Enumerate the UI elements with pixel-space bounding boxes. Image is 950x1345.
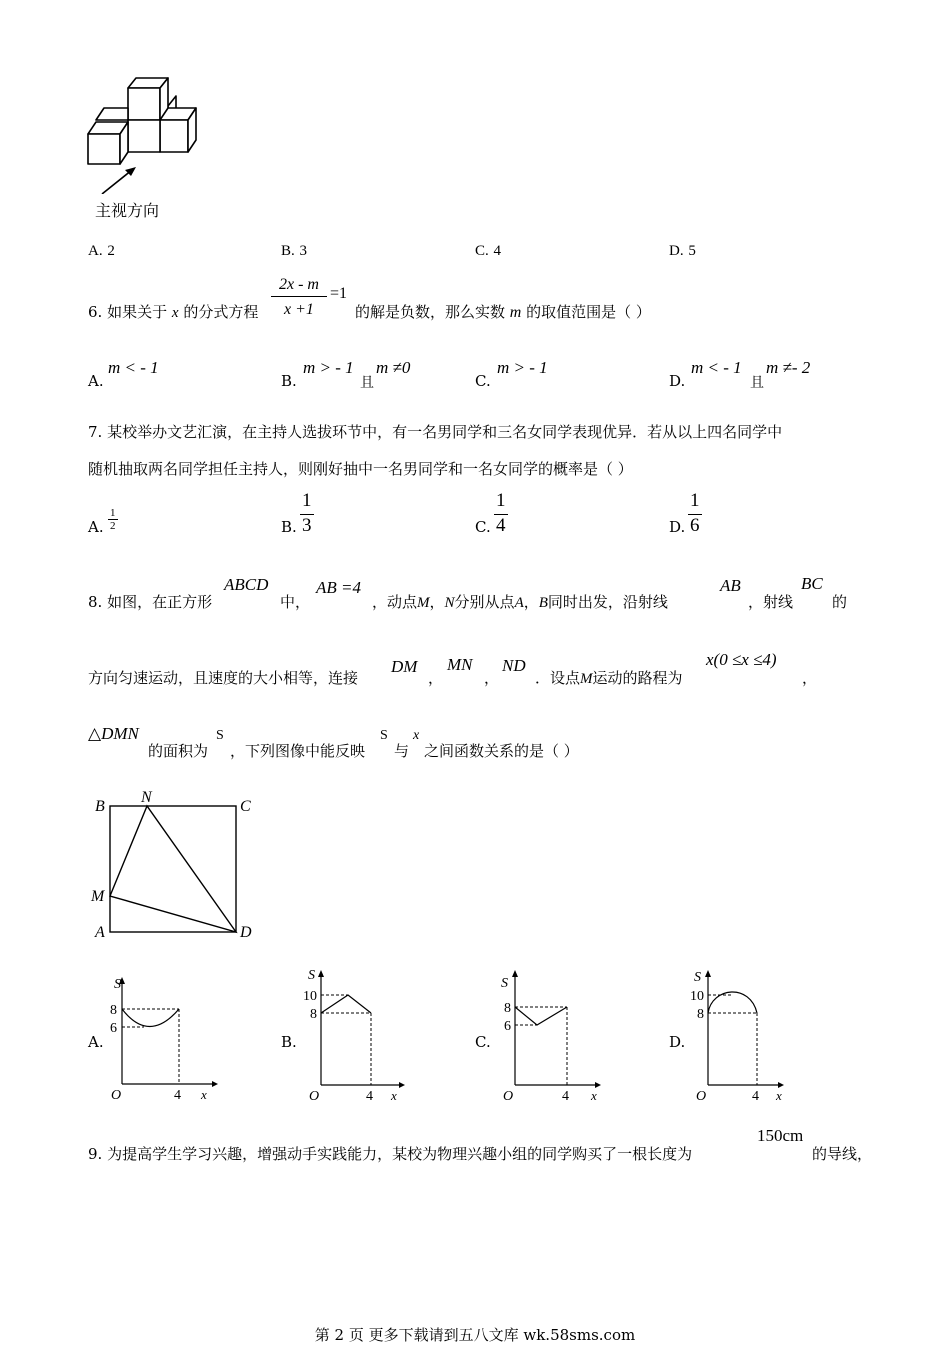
q8-comma: ，: [428, 669, 444, 687]
q9-stem-a: 9. 为提高学生学习兴趣，增强动手实践能力，某校为物理兴趣小组的同学购买了一根长度为: [88, 1145, 693, 1163]
svg-text:10: 10: [303, 989, 317, 1004]
graph-option-b[interactable]: [303, 965, 418, 1105]
svg-text:O: O: [111, 1088, 122, 1103]
option-letter: A.: [88, 243, 103, 259]
q6-option-b-expr2: m ≠0: [376, 358, 411, 377]
q6-equals: =1: [330, 285, 348, 302]
q6-option-c-expr: m > - 1: [497, 358, 548, 377]
q8-option-c-letter[interactable]: C.: [475, 1033, 491, 1051]
svg-text:x: x: [776, 1088, 782, 1103]
option-letter: C.: [475, 243, 489, 259]
q8-text-7: ．设点M运动的路程为: [535, 669, 683, 687]
q6-option-b-joiner: 且: [360, 375, 374, 391]
q8-comma: ，: [484, 669, 500, 687]
q6-option-d-letter[interactable]: D.: [669, 372, 686, 390]
q8-mn: MN: [447, 655, 473, 674]
label-m: M: [91, 888, 105, 905]
q7-option-b-fraction: $\frac{1}{3}$: [302, 490, 312, 536]
q7-stem-line1: 7. 某校举办文艺汇演，在主持人选拔环节中，有一名男同学和三名女同学表现优异．若从以上四名同学中: [88, 423, 783, 441]
var-x: x: [171, 305, 179, 321]
q8-x: x: [413, 728, 420, 743]
q7-stem-line2: 随机抽取两名同学担任主持人，则刚好抽中一名男同学和一名女同学的概率是（ ）: [88, 460, 633, 478]
q7-option-a-fraction: $\frac{1}{2}$: [110, 507, 116, 532]
q7-option-c-letter[interactable]: C.: [475, 518, 491, 536]
q8-ray-ab: AB: [720, 576, 741, 595]
q7-option-a-letter[interactable]: A.: [88, 518, 104, 536]
var-m: m: [509, 304, 522, 321]
q8-ray-bc: BC: [801, 574, 823, 593]
option-letter: B.: [281, 243, 295, 259]
svg-text:8: 8: [504, 1001, 511, 1016]
q8-s: S: [216, 728, 224, 743]
svg-text:8: 8: [697, 1007, 704, 1022]
q8-text-11: 之间函数关系的是（ ）: [424, 742, 579, 760]
q6-option-a-letter[interactable]: A.: [88, 372, 104, 390]
q8-text-6: 方向匀速运动，且速度的大小相等，连接: [88, 669, 359, 687]
q8-option-a-letter[interactable]: A.: [88, 1033, 104, 1051]
q8-text-9: ，下列图像中能反映: [230, 742, 366, 760]
graph-option-d[interactable]: [690, 965, 805, 1105]
q8-option-d-letter[interactable]: D.: [669, 1033, 686, 1051]
graph-option-c[interactable]: [497, 965, 612, 1105]
q6-option-d-expr2: m ≠- 2: [766, 358, 811, 377]
q8-triangle-dmn: △DMN: [88, 724, 139, 743]
q8-text-10: 与: [394, 742, 410, 760]
q6-option-b-letter[interactable]: B.: [281, 372, 297, 390]
svg-text:x: x: [201, 1087, 207, 1102]
q6-option-a-expr: m < - 1: [108, 358, 159, 377]
label-d: D: [240, 924, 252, 941]
q6-stem-a: 6. 如果关于 x 的分式方程: [88, 303, 259, 321]
q9-length: 150cm: [757, 1126, 804, 1145]
q8-s: S: [380, 728, 388, 743]
q6-option-d-expr1: m < - 1: [691, 358, 742, 377]
q8-dm: DM: [391, 657, 418, 676]
svg-text:6: 6: [504, 1019, 511, 1034]
svg-text:O: O: [503, 1089, 514, 1104]
q8-text-4: ，射线: [748, 593, 794, 611]
q8-text-5: 的: [832, 593, 848, 611]
svg-text:x: x: [391, 1088, 397, 1103]
square-abcd-figure: [85, 785, 270, 945]
q5-option-d[interactable]: [669, 241, 696, 260]
page-footer: 第 2 页 更多下载请到五八文库 wk.58sms.com: [314, 1326, 636, 1344]
svg-text:S: S: [114, 977, 121, 992]
option-letter: D.: [669, 243, 684, 259]
svg-text:x: x: [591, 1088, 597, 1103]
q6-option-b-expr1: m > - 1: [303, 358, 354, 377]
q7-option-c-fraction: $\frac{1}{4}$: [496, 490, 506, 536]
fraction-denominator: x +1: [284, 301, 314, 318]
q5-option-a[interactable]: [88, 241, 115, 260]
svg-text:O: O: [309, 1089, 320, 1104]
svg-text:4: 4: [562, 1089, 569, 1104]
q5-option-b[interactable]: [281, 241, 307, 260]
q6-stem-b: 的解是负数，那么实数 m 的取值范围是（ ）: [355, 303, 651, 321]
q5-option-c[interactable]: [475, 241, 501, 260]
svg-text:4: 4: [752, 1089, 759, 1104]
q8-text-2: 中，: [280, 593, 311, 611]
label-n: N: [141, 789, 152, 806]
q8-comma: ，: [802, 669, 818, 687]
fraction-numerator: 2x - m: [271, 276, 327, 297]
q6-option-c-letter[interactable]: C.: [475, 372, 491, 390]
q8-ab-eq-4: AB =4: [316, 578, 361, 597]
option-value: 3: [299, 243, 308, 259]
q6-option-d-joiner: 且: [750, 375, 764, 391]
svg-text:S: S: [308, 968, 315, 983]
q7-option-b-letter[interactable]: B.: [281, 518, 297, 536]
view-direction-caption: 主视方向: [95, 201, 160, 220]
svg-text:O: O: [696, 1089, 707, 1104]
svg-text:8: 8: [110, 1003, 117, 1018]
cube-stack-figure: [80, 74, 210, 194]
label-b: B: [95, 798, 105, 815]
svg-text:10: 10: [690, 989, 704, 1004]
svg-text:S: S: [694, 970, 701, 985]
q8-text-8: 的面积为: [148, 742, 209, 760]
svg-text:S: S: [501, 976, 508, 991]
svg-text:6: 6: [110, 1021, 117, 1036]
q8-option-b-letter[interactable]: B.: [281, 1033, 297, 1051]
label-c: C: [240, 798, 251, 815]
option-value: 2: [107, 243, 115, 259]
svg-text:4: 4: [366, 1089, 373, 1104]
svg-text:4: 4: [174, 1088, 181, 1103]
q8-nd: ND: [502, 656, 526, 675]
option-value: 5: [688, 243, 696, 259]
q6-fraction: [271, 276, 327, 319]
q8-text-3: ，动点M，N分别从点A，B同时出发，沿射线: [372, 593, 668, 611]
q7-option-d-fraction: $\frac{1}{6}$: [690, 490, 700, 536]
q8-x-range: x(0 ≤x ≤4): [706, 650, 777, 669]
q8-text-1: 8. 如图，在正方形: [88, 593, 213, 611]
option-value: 4: [493, 243, 502, 259]
q8-abcd: ABCD: [224, 575, 269, 594]
q7-option-d-letter[interactable]: D.: [669, 518, 686, 536]
svg-text:8: 8: [310, 1007, 317, 1022]
q9-stem-b: 的导线，: [812, 1145, 873, 1163]
label-a: A: [95, 924, 105, 941]
graph-option-a[interactable]: [104, 972, 219, 1104]
